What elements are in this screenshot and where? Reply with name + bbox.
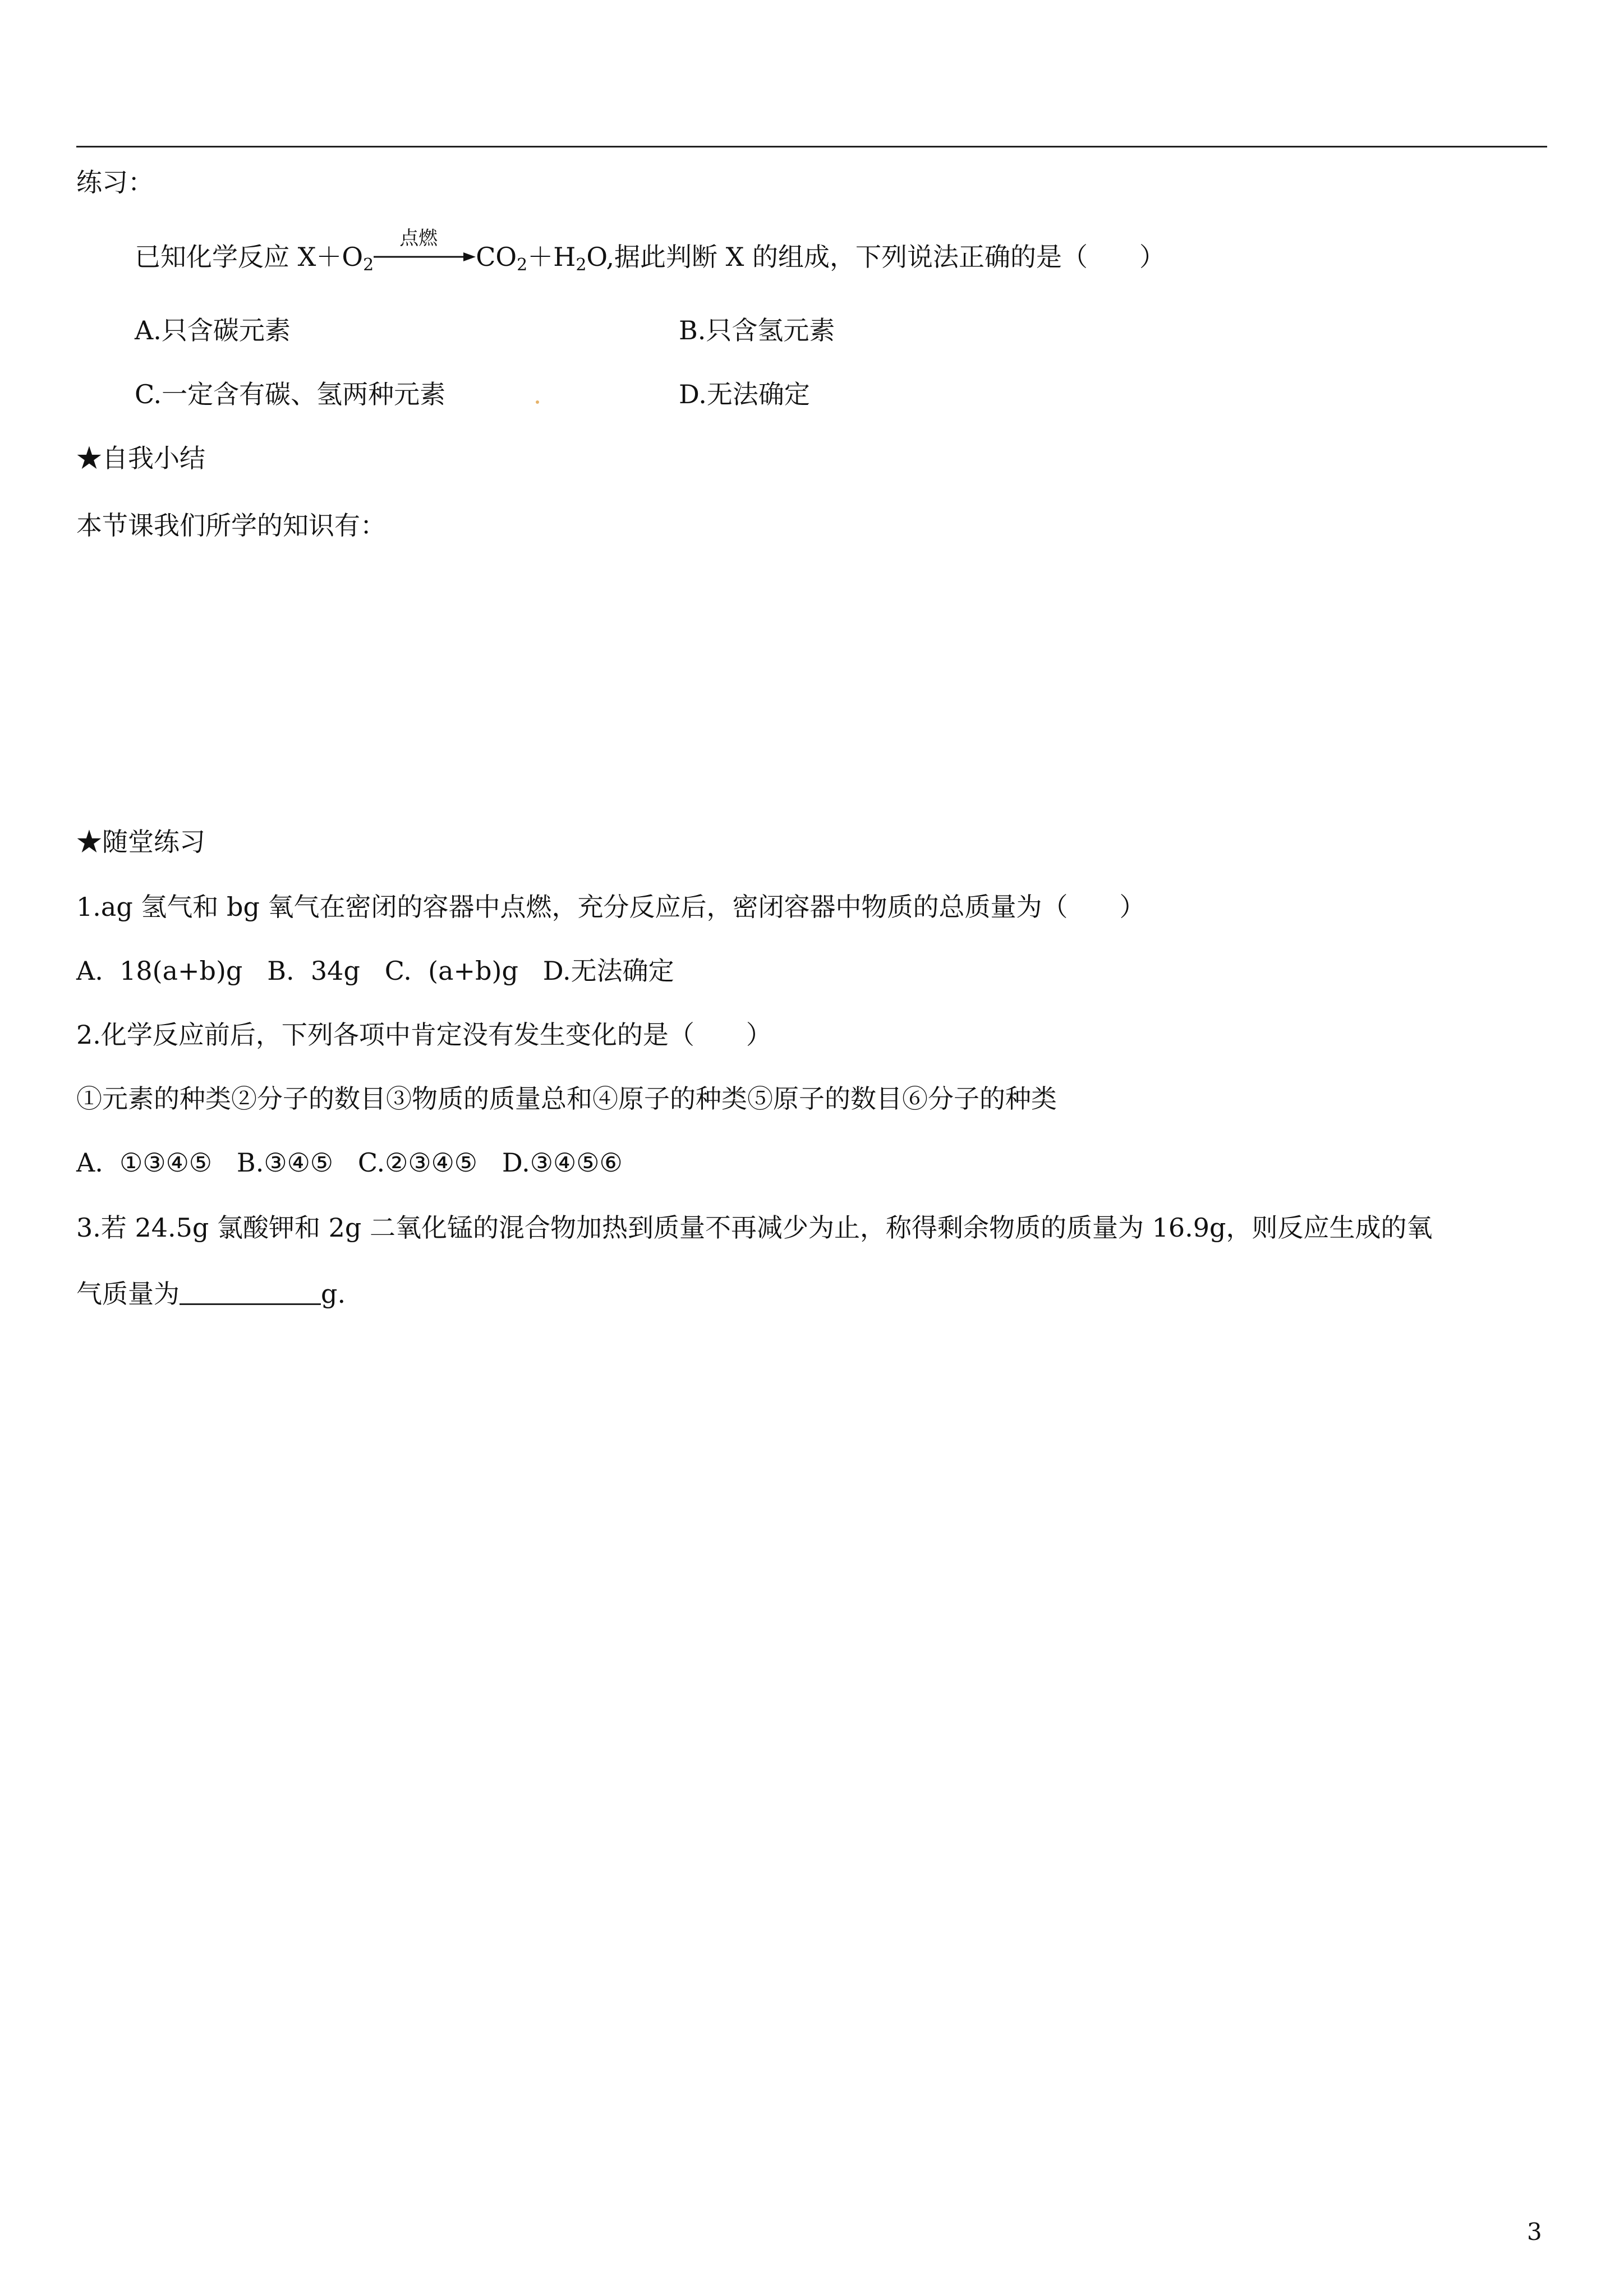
answer-blank — [180, 1282, 321, 1305]
option-d: D.无法确定 — [679, 379, 810, 409]
question-2-items: ①元素的种类②分子的数目③物质的质量总和④原子的种类⑤原子的数目⑥分子的种类 — [76, 1084, 1057, 1114]
arrow-condition-label: 点燃 — [399, 227, 438, 250]
question-3-line-1: 3.若 24.5g 氯酸钾和 2g 二氧化锰的混合物加热到质量不再减少为止，称得剩余物质的质量为 16.9g，则反应生成的氧 — [76, 1212, 1433, 1243]
question-1: 1.ag 氢气和 bg 氧气在密闭的容器中点燃，充分反应后，密闭容器中物质的总质量为（ ） — [76, 892, 1145, 922]
question-2-options: A. ①③④⑤ B.③④⑤ C.②③④⑤ D.③④⑤⑥ — [76, 1147, 623, 1178]
question-1-options: A. 18(a+b)g B. 34g C. (a+b)g D.无法确定 — [76, 956, 674, 986]
option-b: B.只含氢元素 — [679, 315, 835, 345]
inclass-heading: ★随堂练习 — [76, 827, 205, 857]
summary-prompt: 本节课我们所学的知识有： — [76, 510, 386, 541]
option-a: A.只含碳元素 — [135, 315, 291, 345]
page-number: 3 — [1527, 2218, 1542, 2246]
header-rule — [76, 146, 1547, 147]
question-3-line-2: 气质量为 g. — [76, 1279, 346, 1309]
option-c: C.一定含有碳、氢两种元素 — [135, 379, 446, 409]
stray-mark — [536, 400, 539, 404]
summary-heading: ★自我小结 — [76, 443, 205, 473]
reaction-arrow-icon — [374, 227, 476, 267]
question-2: 2.化学反应前后，下列各项中肯定没有发生变化的是（ ） — [76, 1020, 772, 1050]
practice-question: 已知化学反应 $X+O_2$ 点燃 $CO_2+H_2O$,据此判断 X 的组成，下列说法正确的是（ ） — [135, 227, 1166, 275]
practice-heading: 练习： — [76, 167, 154, 197]
